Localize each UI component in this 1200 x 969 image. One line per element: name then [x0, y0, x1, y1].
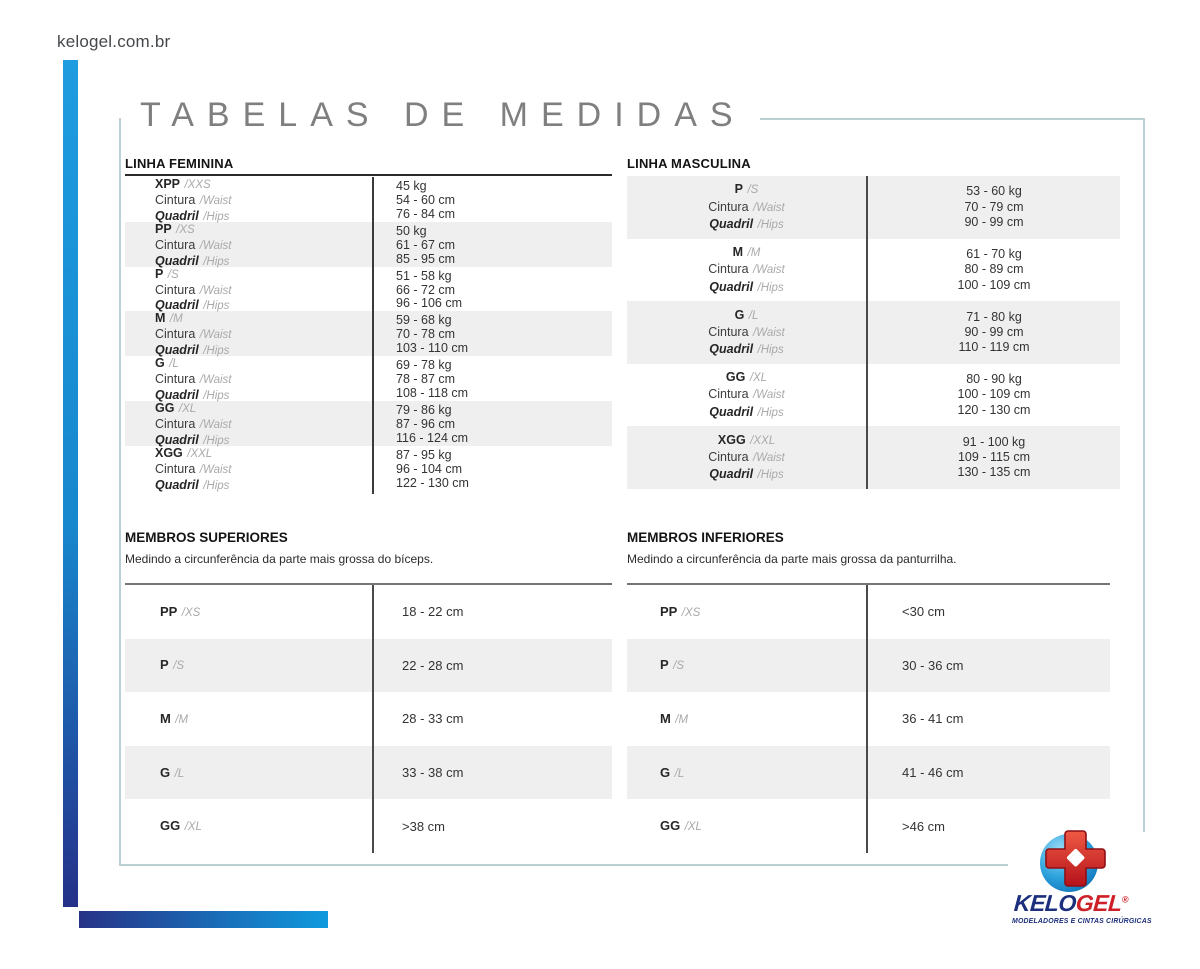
waist-value: 96 - 104 cm [396, 461, 463, 476]
measure-value: 22 - 28 cm [402, 657, 464, 673]
waist-value: 61 - 67 cm [396, 237, 456, 252]
size-cell [627, 181, 866, 233]
table-row [627, 364, 1120, 427]
hips-value: 100 - 109 cm [957, 277, 1031, 292]
waist-value: 66 - 72 cm [396, 282, 456, 297]
size-label: GG [160, 818, 181, 834]
size-label: M [155, 311, 166, 326]
size-cell [125, 817, 372, 835]
size-cell [627, 369, 866, 421]
size-cell [627, 710, 866, 728]
size-label-alt: /XL [184, 821, 202, 834]
page-title: TABELAS DE MEDIDAS [140, 96, 760, 135]
size-label: PP [160, 603, 178, 619]
size-label: M [732, 244, 744, 259]
hips-label-alt: /Hips [203, 255, 230, 268]
hips-label-alt: /Hips [757, 406, 784, 419]
waist-label-alt: /Waist [199, 284, 232, 297]
hips-value: 120 - 130 cm [957, 402, 1031, 417]
hips-label: Quadril [155, 298, 199, 313]
hips-label: Quadril [155, 388, 199, 402]
size-label: P [160, 657, 169, 673]
waist-value: 90 - 99 cm [964, 324, 1024, 339]
weight-value: 50 kg [396, 223, 427, 238]
size-label: GG [725, 370, 746, 385]
measure-value: 36 - 41 cm [902, 711, 964, 727]
waist-label: Cintura [708, 450, 749, 465]
measure-value: 41 - 46 cm [902, 765, 964, 781]
hips-label-alt: /Hips [203, 300, 230, 313]
values-cell [372, 177, 612, 225]
waist-label: Cintura [708, 199, 749, 214]
measure-value: 33 - 38 cm [402, 765, 464, 781]
size-label: P [734, 182, 743, 197]
waist-label: Cintura [155, 282, 196, 297]
values-cell [372, 267, 612, 315]
value-cell [866, 746, 1110, 800]
content-frame-top-border [725, 118, 1145, 120]
size-label-alt: /XS [176, 223, 195, 236]
table-title-masculina: LINHA MASCULINA [627, 156, 751, 171]
values-cell [372, 401, 612, 449]
measure-value: 28 - 33 cm [402, 711, 464, 727]
table-title-inferiores: MEMBROS INFERIORES [627, 530, 784, 545]
size-label-alt: /XS [681, 606, 701, 619]
hips-label-alt: /Hips [757, 218, 784, 231]
table-row [125, 222, 612, 267]
size-label: PP [660, 603, 678, 619]
size-label: G [734, 307, 745, 322]
waist-label-alt: /Waist [199, 374, 232, 387]
size-cell [627, 307, 866, 359]
waist-label-alt: /Waist [199, 239, 232, 252]
weight-value: 80 - 90 kg [966, 372, 1022, 387]
size-label: G [660, 764, 671, 780]
table-row [627, 746, 1110, 800]
table-title-superiores: MEMBROS SUPERIORES [125, 530, 288, 545]
size-label-alt: /S [747, 184, 759, 197]
table-row [627, 585, 1110, 639]
size-cell [125, 222, 372, 270]
waist-label: Cintura [155, 461, 196, 476]
values-cell [372, 311, 612, 359]
hips-label: Quadril [709, 216, 754, 231]
size-cell [627, 432, 866, 484]
weight-value: 71 - 80 kg [966, 309, 1022, 324]
logo-tagline: MODELADORES E CINTAS CIRÚRGICAS [1012, 918, 1152, 925]
values-cell [866, 301, 1120, 364]
logo-cross-icon [1044, 828, 1108, 890]
size-cell [627, 656, 866, 674]
waist-label-alt: /Waist [753, 264, 785, 277]
measure-value: 18 - 22 cm [402, 604, 464, 620]
values-cell [372, 356, 612, 404]
values-cell [866, 176, 1120, 239]
table-linha-feminina [125, 156, 612, 491]
waist-label: Cintura [155, 192, 196, 207]
hips-label: Quadril [155, 477, 199, 492]
value-cell [866, 692, 1110, 746]
hips-value: 122 - 130 cm [396, 475, 469, 490]
waist-value: 70 - 78 cm [396, 327, 456, 342]
table-row [627, 692, 1110, 746]
waist-label: Cintura [155, 372, 196, 387]
size-cell [627, 603, 866, 621]
value-cell [372, 639, 612, 693]
size-label: XGG [155, 445, 183, 460]
table-row [125, 639, 612, 693]
waist-label-alt: /Waist [753, 452, 785, 465]
weight-value: 91 - 100 kg [962, 434, 1026, 449]
values-cell [372, 446, 612, 494]
hips-label-alt: /Hips [757, 281, 784, 294]
size-cell [627, 817, 866, 835]
values-cell [866, 239, 1120, 302]
measure-value: <30 cm [902, 604, 945, 620]
size-label-alt: /S [173, 660, 184, 673]
table-row [125, 446, 612, 491]
value-cell [372, 799, 612, 853]
size-label-alt: /S [167, 268, 179, 281]
accent-bar-horizontal [79, 911, 328, 928]
weight-value: 53 - 60 kg [966, 184, 1022, 199]
hips-label-alt: /Hips [757, 344, 784, 357]
size-cell [125, 177, 372, 225]
size-label-alt: /XS [181, 606, 201, 619]
size-label-alt: /L [169, 358, 179, 371]
size-cell [125, 401, 372, 449]
kelogel-logo [1008, 832, 1152, 932]
values-cell [866, 364, 1120, 427]
hips-label: Quadril [155, 208, 199, 223]
size-label: PP [155, 221, 172, 236]
table-row [627, 639, 1110, 693]
waist-label: Cintura [155, 237, 196, 252]
size-cell [125, 356, 372, 404]
weight-value: 61 - 70 kg [966, 246, 1022, 261]
weight-value: 45 kg [396, 179, 427, 193]
weight-value: 69 - 78 kg [396, 358, 452, 373]
waist-label-alt: /Waist [753, 201, 785, 214]
value-cell [866, 585, 1110, 639]
waist-value: 70 - 79 cm [964, 199, 1024, 214]
hips-label-alt: /Hips [203, 479, 230, 492]
size-label-alt: /M [175, 713, 189, 726]
hips-value: 90 - 99 cm [964, 214, 1024, 229]
size-label-alt: /L [748, 309, 759, 322]
waist-label-alt: /Waist [753, 389, 785, 402]
weight-value: 59 - 68 kg [396, 313, 452, 328]
value-cell [372, 585, 612, 639]
value-cell [372, 692, 612, 746]
size-cell [125, 311, 372, 359]
hips-label: Quadril [709, 467, 754, 482]
hips-label-alt: /Hips [203, 210, 230, 223]
hips-label: Quadril [155, 432, 199, 447]
size-label-alt: /XXL [750, 434, 776, 447]
weight-value: 51 - 58 kg [396, 268, 452, 283]
waist-label-alt: /Waist [199, 418, 232, 431]
site-url: kelogel.com.br [57, 32, 171, 51]
waist-label-alt: /Waist [199, 463, 232, 476]
size-label-alt: /L [174, 767, 185, 780]
hips-label-alt: /Hips [203, 345, 230, 358]
accent-bar-vertical [63, 60, 78, 907]
table-subtitle-inferiores: Medindo a circunferência da parte mais grossa da panturrilha. [627, 552, 957, 566]
hips-label: Quadril [155, 343, 199, 358]
size-label: XGG [717, 432, 746, 447]
table-rows-feminina [125, 177, 612, 491]
hips-value: 110 - 119 cm [958, 340, 1030, 355]
size-cell [125, 603, 372, 621]
table-membros-superiores [125, 530, 612, 853]
size-cell [125, 710, 372, 728]
size-label: P [155, 266, 164, 281]
waist-value: 109 - 115 cm [957, 450, 1031, 465]
table-subtitle-superiores: Medindo a circunferência da parte mais grossa do bíceps. [125, 552, 434, 566]
logo-wordmark: KELOGEL® [1013, 890, 1129, 916]
hips-label: Quadril [709, 404, 754, 419]
table-row [627, 426, 1120, 489]
size-label-alt: /XXL [187, 447, 213, 460]
table-row [125, 311, 612, 356]
table-row [125, 356, 612, 401]
waist-label: Cintura [155, 327, 196, 342]
waist-label-alt: /Waist [199, 194, 232, 207]
size-label: M [660, 710, 671, 726]
size-label: GG [660, 818, 681, 834]
size-label: GG [155, 400, 175, 415]
table-rows-superiores [125, 583, 612, 853]
size-label-alt: /L [674, 767, 685, 780]
table-title-feminina: LINHA FEMININA [125, 156, 612, 176]
size-label-alt: /M [675, 713, 689, 726]
waist-label: Cintura [155, 416, 196, 431]
size-cell [125, 267, 372, 315]
size-label-alt: /M [747, 246, 761, 259]
size-label: M [160, 710, 171, 726]
hips-value: 116 - 124 cm [396, 430, 469, 445]
size-cell [125, 446, 372, 494]
table-row [627, 239, 1120, 302]
measure-value: 30 - 36 cm [902, 657, 964, 673]
table-row [627, 176, 1120, 239]
values-cell [372, 222, 612, 270]
waist-label: Cintura [708, 324, 749, 339]
waist-label: Cintura [708, 387, 749, 402]
table-row [125, 746, 612, 800]
weight-value: 79 - 86 kg [396, 402, 452, 417]
hips-value: 130 - 135 cm [957, 465, 1031, 480]
table-row [125, 585, 612, 639]
waist-label-alt: /Waist [753, 326, 785, 339]
waist-value: 80 - 89 cm [964, 262, 1024, 277]
hips-label: Quadril [709, 279, 754, 294]
hips-label: Quadril [709, 342, 754, 357]
size-label-alt: /S [673, 660, 684, 673]
size-cell [125, 656, 372, 674]
hips-label-alt: /Hips [203, 434, 230, 447]
table-row [125, 401, 612, 446]
waist-value: 54 - 60 cm [396, 192, 456, 207]
size-label-alt: /XXS [184, 179, 211, 191]
size-cell [627, 244, 866, 296]
table-row [125, 692, 612, 746]
size-label: G [155, 356, 165, 371]
value-cell [866, 639, 1110, 693]
table-rows-masculina [627, 176, 1120, 489]
size-label: G [160, 764, 171, 780]
size-label: P [660, 657, 669, 673]
size-label-alt: /XL [178, 402, 197, 415]
size-label-alt: /XL [749, 372, 768, 385]
hips-value: 76 - 84 cm [396, 206, 456, 221]
hips-label-alt: /Hips [757, 469, 784, 482]
table-row [125, 799, 612, 853]
size-label: XPP [155, 177, 181, 191]
waist-value: 87 - 96 cm [396, 416, 456, 431]
hips-label-alt: /Hips [203, 390, 230, 402]
hips-value: 108 - 118 cm [396, 386, 469, 400]
size-cell [627, 764, 866, 782]
waist-label: Cintura [708, 262, 749, 277]
waist-label-alt: /Waist [199, 329, 232, 342]
size-label-alt: /XL [684, 821, 702, 834]
table-linha-masculina [627, 156, 1120, 489]
hips-value: 103 - 110 cm [396, 341, 469, 356]
table-row [627, 301, 1120, 364]
value-cell [372, 746, 612, 800]
size-cell [125, 764, 372, 782]
waist-value: 100 - 109 cm [957, 387, 1031, 402]
table-row [125, 267, 612, 312]
weight-value: 87 - 95 kg [396, 447, 452, 462]
size-label-alt: /M [169, 313, 183, 326]
waist-value: 78 - 87 cm [396, 372, 456, 387]
hips-value: 85 - 95 cm [396, 251, 456, 266]
hips-label: Quadril [155, 253, 199, 268]
measure-value: >38 cm [402, 818, 445, 834]
table-membros-inferiores [627, 530, 1110, 853]
table-rows-inferiores [627, 583, 1110, 853]
table-row [125, 177, 612, 222]
measure-value: >46 cm [902, 818, 945, 834]
hips-value: 96 - 106 cm [396, 296, 463, 311]
values-cell [866, 426, 1120, 489]
